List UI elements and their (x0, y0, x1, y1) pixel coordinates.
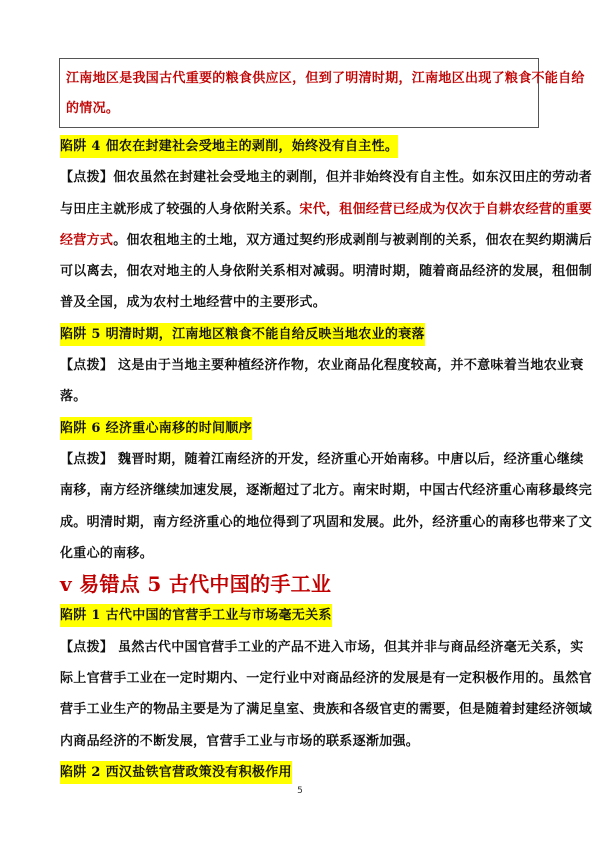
trap4-heading-line (60, 131, 544, 162)
intro-callout-box (59, 58, 585, 128)
body-text: 。佃农租地主的土地，双方通过契约形成剥削与被剥削的关系，佃农在契约期满后 (113, 232, 593, 248)
trap4-line (60, 287, 544, 318)
body-text: 与田庄主就形成了较强的人身依附关系。 (60, 201, 300, 217)
section-title: v 易错点 5 古代中国的手工业 (60, 572, 332, 597)
s5-trap1-line: 际上官营手工业在一定时期内、一定行业中对商品经济的发展是有一定积极作用的。虽然官 (60, 671, 593, 687)
trap6-heading-line (60, 413, 544, 444)
body-text: 【点拨】佃农虽然在封建社会受地主的剥削，但并非始终没有自主性。如东汉田庄的劳动者 (60, 170, 593, 186)
document-body (60, 131, 593, 788)
trap6-heading: 陷阱 6 经济重心南移的时间顺序 (60, 417, 252, 440)
s5-trap2-heading-line (60, 757, 544, 788)
body-text: 可以离去，佃农对地主的人身依附关系相对减弱。明清时期，随着商品经济的发展，租佃制 (60, 264, 593, 280)
trap5-line: 落。 (60, 389, 87, 405)
s5-trap1-line: 【点拨】 虽然古代中国官营手工业的产品不进入市场，但其并非与商品经济毫无关系，实 (60, 639, 584, 655)
page-number: 5 (297, 786, 303, 796)
trap5-heading: 陷阱 5 明清时期，江南地区粮食不能自给反映当地农业的衰落 (60, 323, 425, 346)
emphasis-text: 宋代，租佃经营已经成为仅次于自耕农经营的重要 (299, 201, 593, 217)
s5-trap1-line: 营手工业生产的物品主要是为了满足皇室、贵族和各级官吏的需要，但是随着封建经济领域 (60, 702, 593, 718)
trap6-line: 化重心的南移。 (60, 545, 154, 561)
trap4-heading: 陷阱 4 佃农在封建社会受地主的剥削，始终没有自主性。 (60, 135, 398, 158)
callout-line: 的情况。 (66, 101, 120, 116)
trap6-line: 成。明清时期，南方经济重心的地位得到了巩固和发展。此外，经济重心的南移也带来了文 (60, 514, 593, 530)
body-text: 普及全国，成为农村土地经营中的主要形式。 (60, 295, 327, 311)
trap6-line: 【点拨】 魏晋时期，随着江南经济的开发，经济重心开始南移。中唐以后，经济重心继续 (60, 451, 584, 467)
s5-trap1-heading: 陷阱 1 古代中国的官营手工业与市场毫无关系 (60, 604, 332, 627)
emphasis-text: 经营方式 (60, 232, 114, 248)
trap4-explanation (60, 162, 593, 318)
trap4-line (60, 194, 593, 225)
trap4-line (60, 162, 593, 193)
s5-trap1-line: 内商品经济的不断发展，官营手工业与市场的联系逐渐加强。 (60, 733, 420, 749)
trap4-line (60, 256, 593, 287)
s5-trap1-heading-line (60, 600, 544, 631)
callout-line: 江南地区是我国古代重要的粮食供应区，但到了明清时期，江南地区出现了粮食不能自给 (66, 71, 585, 86)
s5-trap2-heading: 陷阱 2 西汉盐铁官营政策没有积极作用 (60, 761, 292, 784)
trap5-line: 【点拨】 这是由于当地主要种植经济作物，农业商品化程度较高，并不意味着当地农业衰 (60, 358, 584, 374)
trap4-line (60, 225, 593, 256)
trap5-heading-line (60, 319, 544, 350)
trap6-line: 南移，南方经济继续加速发展，逐渐超过了北方。南宋时期，中国古代经济重心南移最终完 (60, 483, 593, 499)
